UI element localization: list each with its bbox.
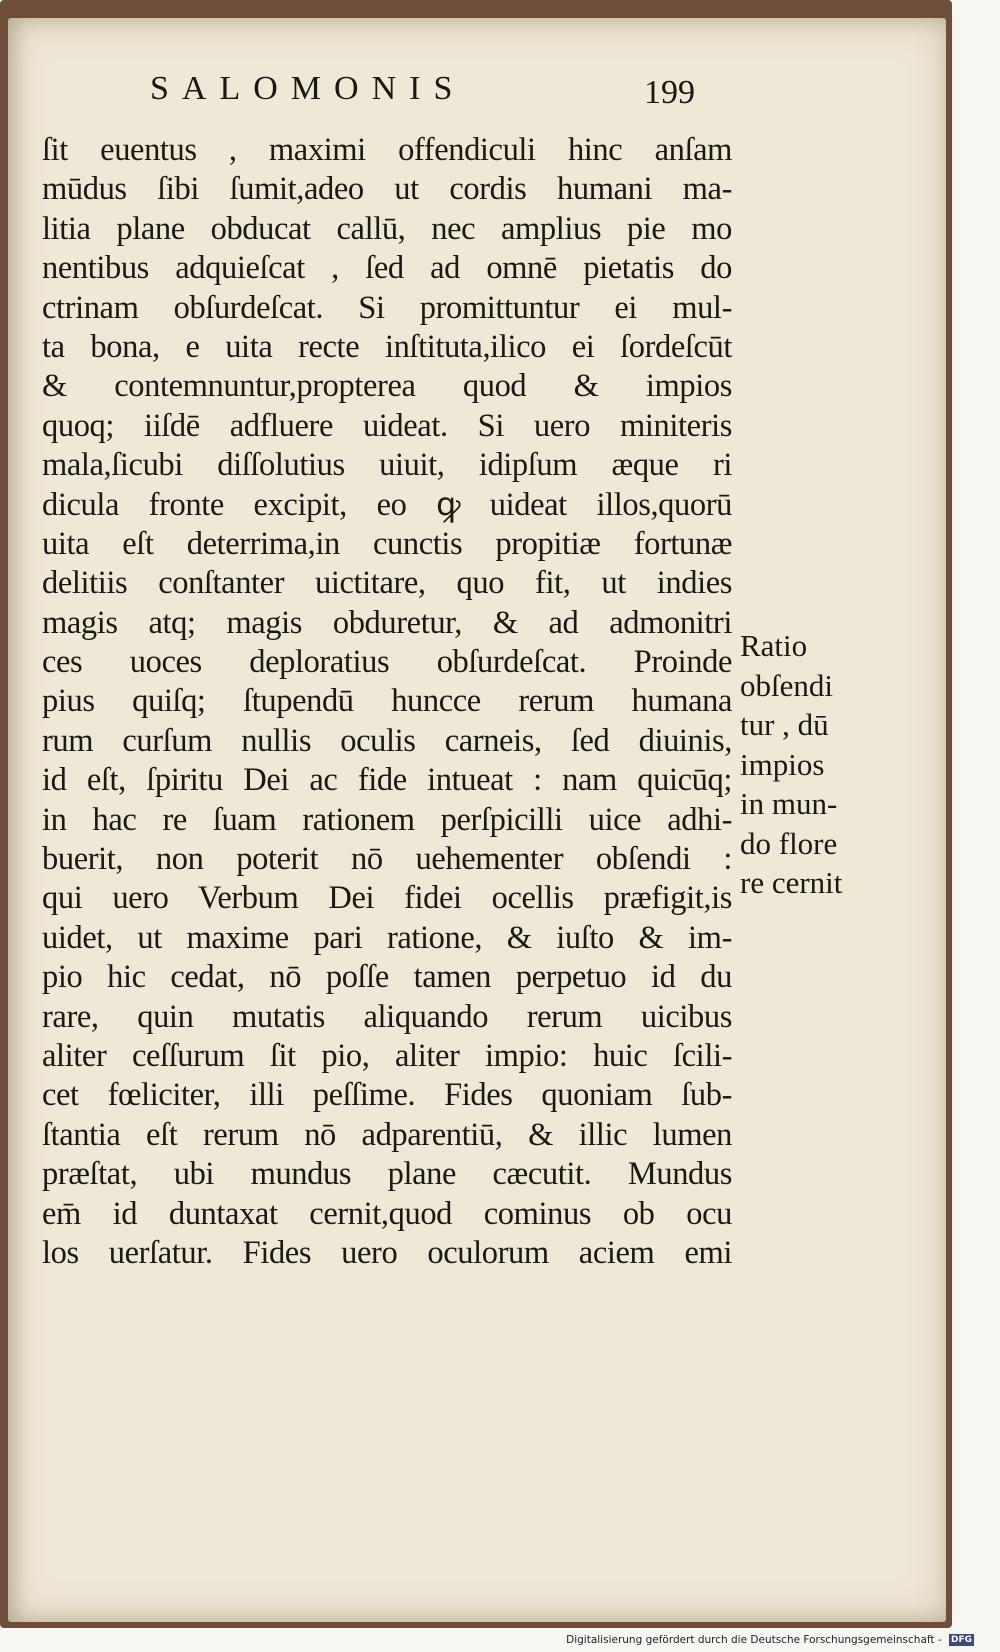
main-text-block	[42, 131, 732, 1273]
text-line: in hac re ſuam rationem perſpicilli uice adhi-	[42, 801, 732, 838]
text-line: pio hic cedat, nō poſſe tamen perpetuo id du	[42, 959, 732, 996]
text-line: quoq; iiſdē adfluere uideat. Si uero miniteris	[42, 407, 732, 444]
text-line: ſit euentus , maximi offendiculi hinc anſam	[42, 132, 732, 168]
text-line: & contemnuntur,propterea quod & impios	[42, 368, 732, 405]
marginal-note-line: tur , dū	[740, 707, 829, 742]
text-line: rare, quin mutatis aliquando rerum uicibus	[42, 998, 732, 1035]
text-line: pius quiſq; ſtupendū huncce rerum humana	[42, 683, 732, 720]
marginal-note-line: do flore	[740, 825, 838, 861]
text-line: uidet, ut maxime pari ratione, & iuſto & im-	[42, 919, 732, 956]
marginal-note-line: impios	[740, 746, 825, 782]
dfg-logo: DFG	[950, 1635, 972, 1645]
text-line: ctrinam obſurdeſcat. Si promittuntur ei mul-	[42, 289, 732, 326]
text-line: em̄ id duntaxat cernit,quod cominus ob ocu	[42, 1195, 732, 1232]
text-line: litia plane obducat callū, nec amplius pie mo	[42, 210, 732, 247]
text-line: ces uoces deploratius obſurdeſcat. Proinde	[42, 644, 732, 681]
text-line: ta bona, e uita recte inſtituta,ilico ei ſordeſcūt	[42, 328, 732, 365]
digitization-credit	[566, 1634, 974, 1646]
marginal-note-line: in mun-	[740, 786, 838, 821]
text-line: dicula fronte excipit, eo ꝙ uideat illos,quorū	[42, 486, 732, 523]
running-title: SALOMONIS	[150, 70, 466, 107]
text-line: mūdus ſibi ſumit,adeo ut cordis humani ma-	[42, 171, 732, 208]
marginal-note-line: obſendi	[740, 667, 833, 703]
text-line: magis atq; magis obduretur, & ad admonitri	[42, 604, 732, 641]
marginal-note	[740, 626, 880, 903]
text-line: cet fœliciter, illi peſſime. Fides quoniam ſub-	[42, 1077, 732, 1114]
text-line: uita eſt deterrima,in cunctis propitiæ fortunæ	[42, 525, 732, 562]
text-line: ſtantia eſt rerum nō adparentiū, & illic lumen	[42, 1116, 732, 1153]
marginal-note-line: Ratio	[740, 628, 808, 663]
text-line: id eſt, ſpiritu Dei ac fide intueat : nam quicūq;	[42, 762, 732, 799]
text-line: rum curſum nullis oculis carneis, ſed diuinis,	[42, 722, 732, 759]
text-line: los uerſatur. Fides uero oculorum aciem emi	[42, 1234, 732, 1271]
text-line: nentibus adquieſcat , ſed ad omnē pietatis do	[42, 250, 732, 287]
page-number: 199	[644, 74, 695, 111]
text-line: qui uero Verbum Dei fidei ocellis præfigit,is	[42, 880, 732, 917]
credit-text: Digitalisierung gefördert durch die Deutsche Forschungsgemeinschaft -	[566, 1634, 942, 1646]
marginal-note-line: re cernit	[740, 865, 843, 900]
text-line: præſtat, ubi mundus plane cæcutit. Mundus	[42, 1156, 732, 1193]
text-line: delitiis conſtanter uictitare, quo fit, ut indies	[42, 565, 732, 602]
text-line: aliter ceſſurum ſit pio, aliter impio: huic ſcili-	[42, 1037, 732, 1074]
text-line: buerit, non poterit nō uehementer obſendi :	[42, 841, 732, 878]
text-line: mala,ſicubi diſſolutius uiuit, idipſum æque ri	[42, 447, 732, 484]
